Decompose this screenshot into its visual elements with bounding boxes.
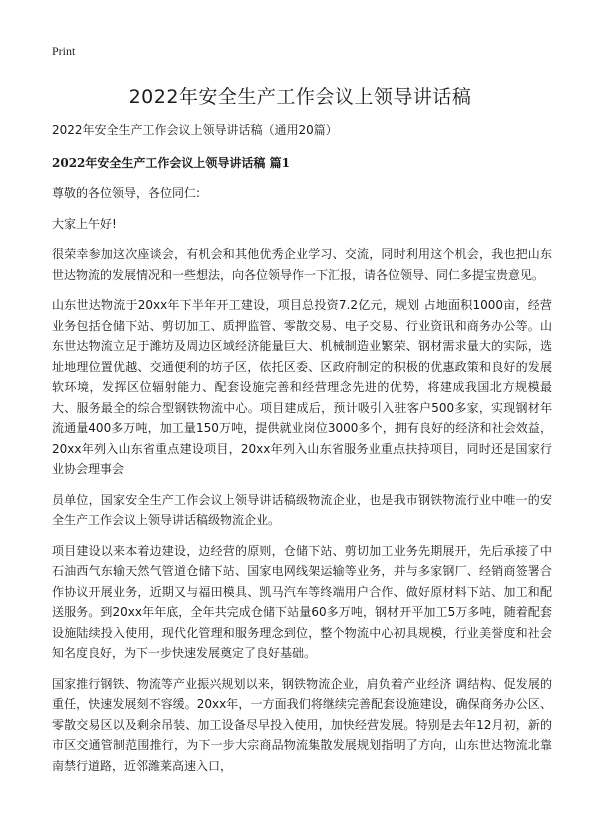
paragraph-company-overview: 山东世达物流于20xx年下半年开工建设，项目总投资7.2亿元，规划 占地面积1000亩，经营业务包括仓储下站、剪切加工、质押监管、零散交易、电子交易、行业资讯和商务办公等。山东世达物流立足于潍坊及周边区域经济能量巨大、机械制造业繁荣、钢材需求量大的实际，选址地理位置优越、交通便利的坊子区，依托区委、区政府制定的积极的优惠政策和良好的发展软环境，发挥区位辐射能力、配套设施完善和经营理念先进的优势，将建成我国北方规模最大、服务最全的综合型钢铁物流中心。项目建成后，预计吸引入驻客户500多家，实现钢材年流通量400多万吨，加工量150万吨，提供就业岗位3000多个，拥有良好的经济和社会效益，20xx年列入山东省重点建设项目，20xx年列入山东省服务业重点扶持项目，同时还是国家行业协会理事会 bbox=[52, 298, 552, 476]
paragraph-member-unit: 员单位，国家安全生产工作会议上领导讲话稿级物流企业，也是我市钢铁物流行业中唯一的安全生产工作会议上领导讲话稿级物流企业。 bbox=[52, 492, 552, 527]
section-heading: 2022年安全生产工作会议上领导讲话稿 篇1 bbox=[52, 155, 290, 170]
page-title: 2022年安全生产工作会议上领导讲话稿 bbox=[128, 86, 472, 108]
document-subtitle: 2022年安全生产工作会议上领导讲话稿（通用20篇） bbox=[52, 123, 338, 137]
paragraph-greeting: 大家上午好! bbox=[52, 216, 117, 231]
paragraph-intro: 很荣幸参加这次座谈会，有机会和其他优秀企业学习、交流，同时利用这个机会，我也把山东世达物流的发展情况和一些想法，向各位领导作一下汇报，请各位领导、同仁多提宝贵意见。 bbox=[52, 247, 552, 282]
document-body bbox=[52, 120, 552, 786]
paragraph-salutation: 尊敬的各位领导，各位同仁: bbox=[52, 186, 201, 200]
paragraph-construction-progress: 项目建设以来本着边建设，边经营的原则，仓储下站、剪切加工业务先期展开，先后承接了中石油西气东输天然气管道仓储下站、国家电网线架运输等业务，并与多家钢厂、经销商签署合作协议开展业务，近期又与福田模具、凯马汽车等终端用户合作、做好原材料下站、加工和配送服务。到20xx年年底，全年共完成仓储下站量60多万吨，钢材开平加工5万多吨，随着配套设施陆续投入使用，现代化管理和服务理念到位，整个物流中心初具规模，行业美誉度和社会知名度良好，为下一步快速发展奠定了良好基础。 bbox=[52, 543, 552, 660]
print-link[interactable]: Print bbox=[52, 44, 76, 58]
paragraph-development-plan: 国家推行钢铁、物流等产业振兴规划以来，钢铁物流企业，肩负着产业经济 调结构、促发展的重任，快速发展刻不容缓。20xx年，一方面我们将继续完善配套设施建设，确保商务办公区、零散交易区以及剩余吊装、加工设备尽早投入使用，加快经营发展。特别是去年12月初，新的市区交通管制范围推行，为下一步大宗商品物流集散发展规划指明了方向，山东世达物流北靠南禁行道路，近邻潍莱高速入口， bbox=[52, 676, 552, 773]
